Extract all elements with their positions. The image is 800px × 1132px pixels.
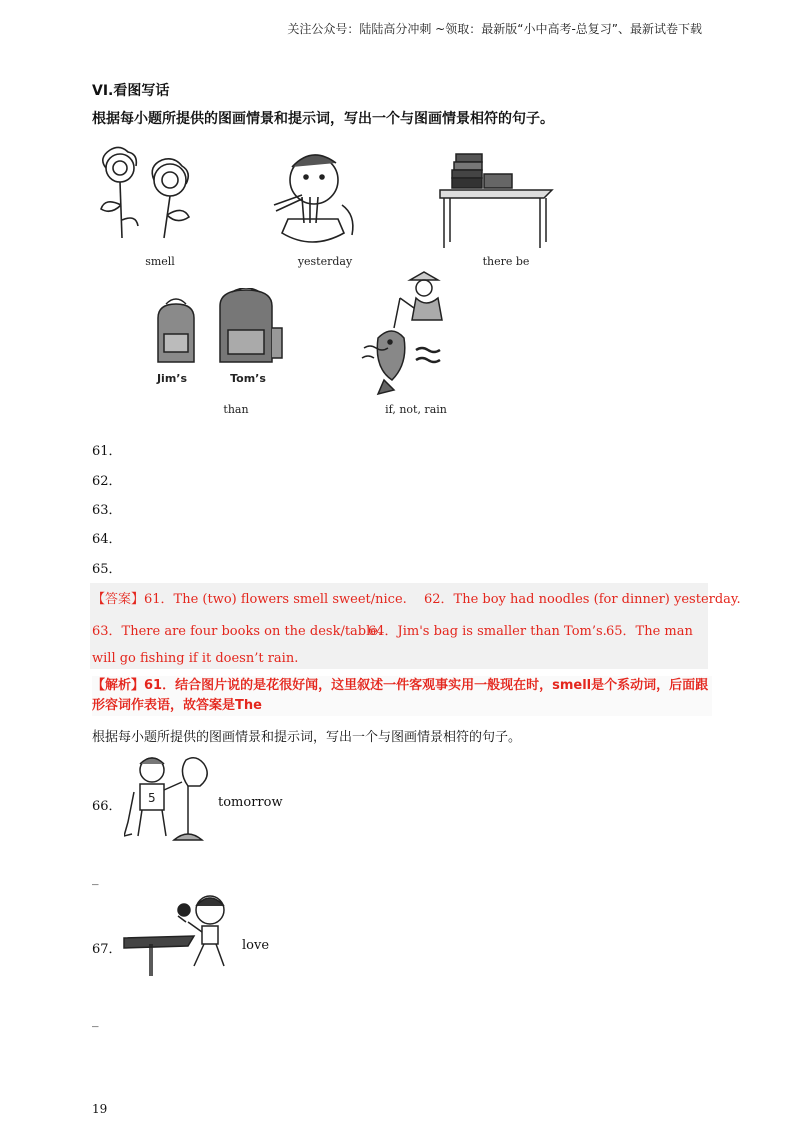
boy-planting-tree-icon xyxy=(124,752,214,844)
question-65: 65． xyxy=(92,562,122,577)
question-62: 62． xyxy=(92,474,122,489)
picture-label-yesterday: yesterday xyxy=(297,255,353,268)
page-number: 19 xyxy=(92,1102,108,1116)
question-64: 64． xyxy=(92,532,122,547)
hint-tomorrow: tomorrow xyxy=(218,795,283,810)
two-bags-icon xyxy=(150,288,295,373)
answer-64: 64．Jim's bag is smaller than Tom’s. xyxy=(368,624,607,639)
section-title: VI.看图写话 xyxy=(92,83,170,99)
answer-62: 62．The boy had noodles (for dinner) yesterday. xyxy=(424,592,741,607)
analysis-text: 【解析】61．结合图片说的是花很好闻，这里叙述一件客观事实用一般现在时，smell是个系动词，后面跟形容词作表语，故答案是The xyxy=(92,676,712,716)
man-fishing-icon xyxy=(360,268,450,398)
hint-love: love xyxy=(242,938,270,953)
answer-blank-67: _ xyxy=(92,1013,99,1028)
part2-instruction: 根据每小题所提供的图画情景和提示词，写出一个与图画情景相符的句子。 xyxy=(92,730,522,745)
picture-label-there-be: there be xyxy=(482,255,530,268)
question-61: 61． xyxy=(92,444,122,459)
question-67: 67． xyxy=(92,942,122,957)
answer-blank-66: _ xyxy=(92,871,99,886)
boy-eating-noodles-icon xyxy=(262,145,362,250)
page-header: 关注公众号：陆陆高分冲刺 ~领取：最新版“小中高考-总复习”、最新试卷下载 xyxy=(287,22,702,36)
bag-label-jim: Jim’s xyxy=(156,372,188,385)
svg-text:5: 5 xyxy=(148,791,156,805)
answer-65-start: 65．The man xyxy=(606,624,693,639)
question-66: 66． xyxy=(92,799,122,814)
flowers-icon xyxy=(92,140,212,240)
answer-63: 63．There are four books on the desk/table. xyxy=(92,624,383,639)
picture-label-if-not-rain: if, not, rain xyxy=(385,403,447,416)
picture-label-than: than xyxy=(223,403,249,416)
question-63: 63． xyxy=(92,503,122,518)
books-on-desk-icon xyxy=(436,150,556,250)
section-instruction: 根据每小题所提供的图画情景和提示词，写出一个与图画情景相符的句子。 xyxy=(92,111,554,127)
answer-65-end: will go fishing if it doesn’t rain. xyxy=(92,651,299,666)
boy-playing-ping-pong-icon xyxy=(122,892,242,982)
answer-61: 【答案】61．The (two) flowers smell sweet/nice. xyxy=(92,592,407,607)
picture-label-smell: smell xyxy=(145,255,175,268)
bag-label-tom: Tom’s xyxy=(230,372,266,385)
